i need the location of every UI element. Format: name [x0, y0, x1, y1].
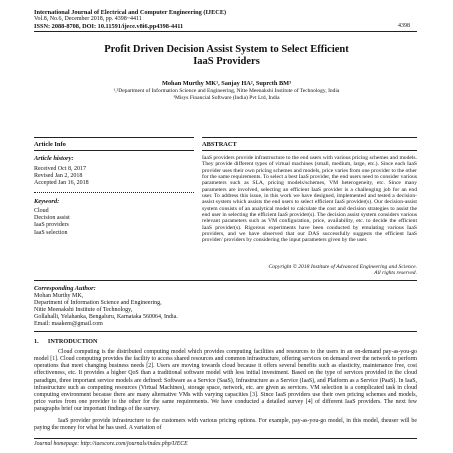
corresponding-email: Email: maakem@gmail.com — [34, 321, 103, 327]
copyright-line2: All rights reserved. — [374, 270, 417, 276]
journal-issn: ISSN: 2088-8708, DOI: 10.11591/ijece.v8i6.pp4398-4411 — [34, 23, 184, 30]
authors: Mohan Murthy MK¹, Sanjay HA², Suprcth BM³ — [161, 80, 292, 87]
introduction-heading: 1. INTRODUCTION — [34, 338, 98, 345]
keyword-item: IaaS selection — [34, 229, 68, 236]
abstract-heading: ABSTRACT — [202, 141, 237, 148]
corresponding-name: Mohan Murthy MK, — [34, 293, 84, 299]
abstract-rule — [202, 150, 417, 151]
article-info-top-rule — [34, 137, 194, 138]
corresponding-rule — [34, 331, 417, 332]
corresponding-dept: Department of Information Science and Engineering, — [34, 300, 162, 306]
keyword-heading: Keyword: — [34, 198, 60, 205]
received-date: Received Oct 8, 2017 — [34, 166, 86, 172]
paper-title-line1: Profit Driven Decision Assist System to Select Efficient — [104, 44, 349, 55]
journal-homepage[interactable]: Journal homepage: http://iaescore.com/journals/index.php/IJECE — [34, 441, 188, 447]
copyright-line1: Copyright © 2018 Institute of Advanced Engineering and Science. — [268, 264, 417, 270]
affiliation-2: ³Misys Financial Software (India) Pvt Ltd, India — [173, 95, 280, 101]
footer-rule — [34, 438, 417, 439]
introduction-paragraph-1: Cloud computing is the distributed computing model which provides computing facilities and resources to the users in an on-demand pay-as-you-go model [1]. Cloud computing provides the facility to access shared resources and common infrastructure, offering services on demand over the network to perform operations that meet changing business needs [2]. Users are moving towards cloud because it offers several benefits such as elasticity, maintenance free, cost effectiveness, etc. It provides a higher QoS than a traditional software model with less initial investment. Based on the type of services provided in the cloud paradigm, three important service models are defined: Software as a Service (SaaS), Infrastructure as a Service (IaaS), and Platform as a Service (PaaS). In IaaS, infrastructure such as computing resources (Virtual Machines), storage space, network, etc. are given as services. VM selection is a complicated task in cloud computing environment because there are many alternative VMs with varying capacities [3]. Since IaaS providers use their own pricing schemes and models, price varies from one provider to the other for the same requirements. We have conducted a detailed survey [4] of different IaaS providers. The next few paragraphs brief our important findings of the survey. — [34, 349, 417, 413]
history-divider — [34, 192, 194, 193]
journal-volume: Vol.8, No.6, December 2018, pp. 4398~4411 — [34, 16, 142, 22]
keyword-item: Decision assist — [34, 215, 70, 222]
introduction-paragraph-2: IaaS provider provide infrastructure to the customers with various pricing options. For example, pay-as-you-go model, in this model, theuser will be paying the money for what he has used. A variation of — [34, 418, 417, 432]
article-history-heading: Article history: — [34, 155, 74, 162]
keyword-item: IaaS providers — [34, 222, 69, 229]
affiliation-1: ¹,²Department of Information Science and Engineering, Nitte Meenakshi Institute of Technology, India — [113, 88, 340, 94]
corresponding-inst: Nitte Meenakshi Institute of Technology, — [34, 307, 133, 313]
page-number: 4398 — [398, 23, 410, 29]
journal-name: International Journal of Electrical and Computer Engineering (IJECE) — [34, 9, 227, 16]
revised-date: Revised Jan 2, 2018 — [34, 173, 83, 179]
header-rule — [34, 31, 417, 32]
article-info-heading: Article Info — [34, 141, 66, 148]
abstract-text: IaaS providers provide infrastructure to the end users with various pricing schemes and models. They provide different types of virtual machines (small, medium, large, etc.). Since each IaaS provider uses their own pricing schemes and models, price varies from one provider to the other for the same requirements. To select a best IaaS provider, the end users need to consider various parameters such as SLA, pricing models/schemes, VM heterogeneity, etc. Since many parameters are involved, selecting an efficient IaaS provider is a challenging job for an end user. To address this issue, in this work we have designed, implemented and tested a decision-assist system which assists the end users to select efficient IaaS provider(s). Our decision-assist system consists of an analytical model to calculate the cost and decision strategies to assist the end user in selecting the efficient IaaS provider(s). The decision assist system considers various relevant parameters such as VM configuration, price, availability, etc. to decide the efficient IaaS provider(s). Rigorous experiments have been conducted by emulating various IaaS providers, and we have observed that our DAS successfully suggests the efficient IaaS provider/ providers by considering the input parameters given by the user. — [202, 155, 417, 244]
paper-title-line2: IaaS Providers — [193, 56, 260, 67]
article-info-rule — [34, 150, 194, 151]
corresponding-address: Gollahalli, Yelahanka, Bengaluru, Karnataka 560064, India. — [34, 314, 178, 320]
abstract-top-rule — [202, 137, 417, 138]
front-matter-rule — [34, 280, 417, 281]
keyword-item: Cloud — [34, 208, 49, 214]
corresponding-heading: Corresponding Author: — [34, 285, 96, 292]
keyword-list — [34, 208, 70, 237]
accepted-date: Accepted Jan 16, 2018 — [34, 180, 89, 186]
